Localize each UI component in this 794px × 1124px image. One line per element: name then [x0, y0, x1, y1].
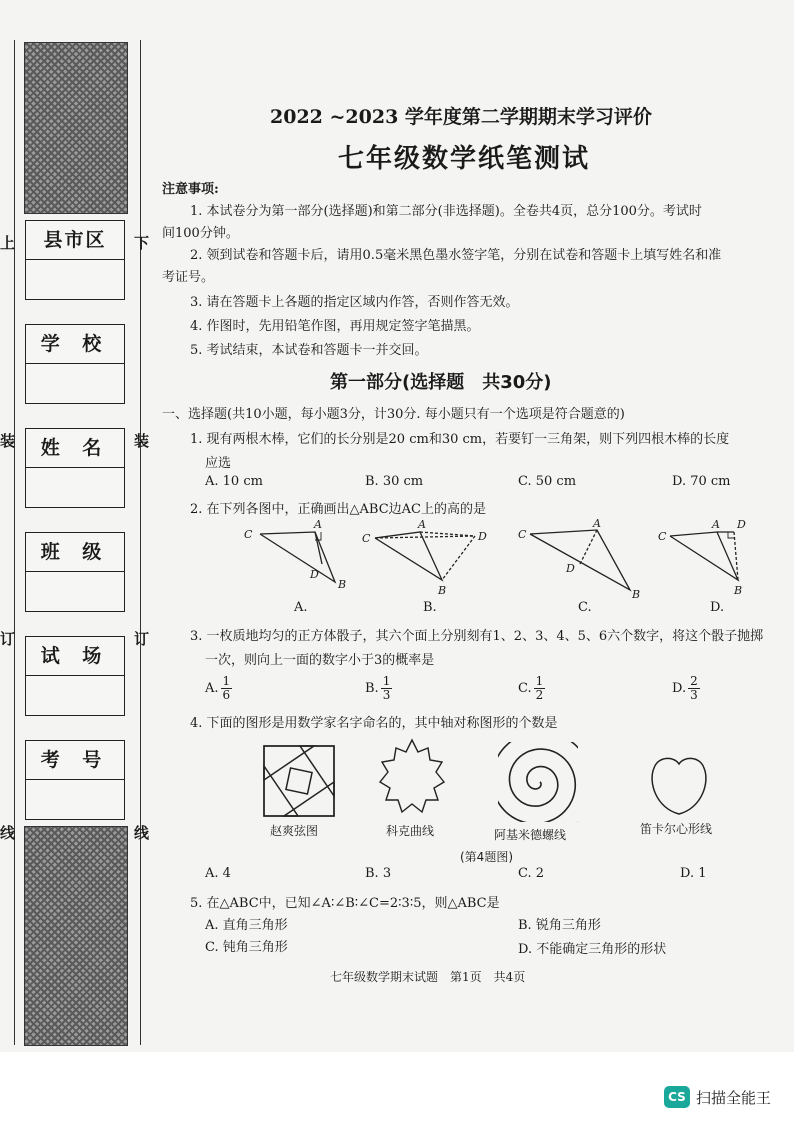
- scanner-watermark: [664, 1086, 771, 1108]
- q3-option-b: [365, 675, 392, 702]
- q3-option-d-numerator: 2: [690, 674, 698, 688]
- field-name: [25, 428, 125, 508]
- field-county: [25, 220, 125, 300]
- notice-line-2: 2. 领到试卷和答题卡后，请用0.5毫米黑色墨水签字笔，分别在试卷和答题卡上填写姓名和准: [190, 248, 722, 263]
- q2-option-b: B.: [423, 600, 437, 615]
- field-school: [25, 324, 125, 404]
- term-title: 2022 ~2023 学年度第二学期期末学习评价: [270, 106, 652, 128]
- camscanner-name: 扫描全能王: [696, 1088, 772, 1107]
- caption-koch: 科克曲线: [386, 824, 435, 838]
- side-char-xian-left: 线: [0, 824, 16, 842]
- archimedean-spiral: [498, 742, 578, 822]
- q2c-label-d: D: [566, 562, 575, 575]
- q3-option-c-numerator: 1: [535, 674, 544, 688]
- caption-zhao-shuang: 赵爽弦图: [270, 824, 319, 838]
- q2b-label-b: B: [438, 584, 447, 597]
- q1-option-d: D. 70 cm: [672, 474, 731, 489]
- q3-option-d-denominator: 3: [690, 688, 698, 702]
- q1-stem-line1: 1. 现有两根木棒，它们的长分别是20 cm和30 cm，若要钉一三角架，则下列四根木棒的长度: [190, 432, 730, 447]
- q2d-label-b: B: [734, 584, 743, 597]
- q2b-label-c: C: [362, 532, 371, 545]
- q5-option-c: C. 钝角三角形: [205, 940, 288, 955]
- q3-option-b-numerator: 1: [382, 674, 391, 688]
- notice-heading: 注意事项:: [162, 182, 219, 197]
- q2-figures: [230, 518, 760, 600]
- q3-option-b-fraction: [381, 675, 393, 702]
- q3-option-b-label: B.: [365, 681, 379, 696]
- q3-option-a-numerator: 1: [222, 674, 231, 688]
- q1-stem-line2: 应选: [205, 456, 232, 471]
- q3-option-d-label: D.: [672, 681, 687, 696]
- field-class-label: 班 级: [26, 533, 124, 572]
- camscanner-logo-icon: CS: [664, 1086, 690, 1108]
- q3-option-c-label: C.: [518, 681, 532, 696]
- side-char-zhuang-left: 装: [0, 432, 16, 450]
- q2a-label-d: D: [310, 568, 319, 581]
- q3-option-d: [672, 675, 700, 702]
- q2d-label-c: C: [658, 530, 667, 543]
- q2c-label-c: C: [518, 528, 527, 541]
- q3-stem-line2: 一次，则向上一面的数字小于3的概率是: [205, 653, 435, 668]
- binding-line-left: [14, 40, 15, 1045]
- q2-option-a: A.: [294, 600, 308, 615]
- q4-figure-caption: (第4题图): [460, 850, 513, 864]
- field-class: [25, 532, 125, 612]
- q2d-label-d: D: [737, 518, 746, 531]
- field-exam-number-label: 考 号: [26, 741, 124, 780]
- q2c-label-a: A: [593, 518, 601, 530]
- q3-option-c: [518, 675, 545, 702]
- side-char-ding-right: 订: [134, 630, 150, 648]
- page-footer: 七年级数学期末试题 第1页 共4页: [330, 970, 526, 984]
- q5-option-b: B. 锐角三角形: [518, 918, 601, 933]
- q2a-label-b: B: [338, 578, 347, 591]
- q2b-label-d: D: [478, 530, 487, 543]
- q2d-label-a: A: [712, 518, 720, 531]
- section-1-intro: 一、选择题(共10小题，每小题3分，计30分. 每小题只有一个选项是符合题意的): [162, 407, 625, 422]
- hatched-pattern-top: [24, 42, 128, 214]
- q3-option-a: [205, 675, 232, 702]
- binding-line-right: [140, 40, 141, 1045]
- q2a-label-a: A: [314, 518, 322, 531]
- field-exam-room: [25, 636, 125, 716]
- q3-option-b-denominator: 3: [382, 688, 391, 702]
- side-char-shang: 上: [0, 234, 16, 252]
- field-exam-number: [25, 740, 125, 820]
- hatched-pattern-bottom: [24, 826, 128, 1046]
- q4-option-b: B. 3: [365, 866, 392, 881]
- q1-option-c: C. 50 cm: [518, 474, 577, 489]
- field-name-label: 姓 名: [26, 429, 124, 468]
- q1-option-a: A. 10 cm: [205, 474, 263, 489]
- q3-option-c-denominator: 2: [535, 688, 544, 702]
- side-char-zhuang-right: 装: [134, 432, 150, 450]
- cardioid-curve: [644, 752, 714, 822]
- section-1-title: 第一部分(选择题 共30分): [330, 372, 552, 393]
- q2c-label-b: B: [632, 588, 641, 600]
- side-char-xia: 下: [134, 234, 150, 252]
- notice-line-5: 5. 考试结束，本试卷和答题卡一并交回。: [190, 343, 428, 358]
- q5-stem: 5. 在△ABC中，已知∠A∶∠B∶∠C=2∶3∶5，则△ABC是: [190, 896, 500, 911]
- notice-line-1: 1. 本试卷分为第一部分(选择题)和第二部分(非选择题)。全卷共4页，总分100分。考试时: [190, 204, 702, 219]
- q2a-label-c: C: [244, 528, 253, 541]
- zhao-shuang-diagram: [262, 744, 336, 818]
- side-char-ding-left: 订: [0, 630, 16, 648]
- q4-option-d: D. 1: [680, 866, 707, 881]
- side-char-xian-right: 线: [134, 824, 150, 842]
- q3-option-d-fraction: [688, 675, 700, 702]
- field-exam-room-label: 试 场: [26, 637, 124, 676]
- q4-option-a: A. 4: [205, 866, 231, 881]
- notice-line-1-cont: 间100分钟。: [162, 226, 239, 241]
- q4-option-c: C. 2: [518, 866, 545, 881]
- caption-descartes: 笛卡尔心形线: [640, 822, 713, 836]
- koch-curve: [376, 736, 448, 822]
- q2-option-c: C.: [578, 600, 592, 615]
- q2-option-d: D.: [710, 600, 725, 615]
- q2b-label-a: A: [418, 518, 426, 531]
- q3-option-a-label: A.: [205, 681, 219, 696]
- caption-archimedes: 阿基米德螺线: [494, 828, 567, 842]
- notice-line-3: 3. 请在答题卡上各题的指定区域内作答，否则作答无效。: [190, 295, 519, 310]
- q3-stem-line1: 3. 一枚质地均匀的正方体骰子，其六个面上分别刻有1、2、3、4、5、6六个数字，将这个骰子抛掷: [190, 629, 764, 644]
- notice-line-2-cont: 考证号。: [162, 270, 215, 285]
- q3-option-a-denominator: 6: [222, 688, 231, 702]
- field-school-label: 学 校: [26, 325, 124, 364]
- q3-option-c-fraction: [534, 675, 546, 702]
- notice-line-4: 4. 作图时，先用铅笔作图，再用规定签字笔描黑。: [190, 319, 480, 334]
- q3-option-a-fraction: [221, 675, 233, 702]
- q4-stem: 4. 下面的图形是用数学家名字命名的，其中轴对称图形的个数是: [190, 716, 558, 731]
- q2-stem: 2. 在下列各图中，正确画出△ABC边AC上的高的是: [190, 502, 486, 517]
- q1-option-b: B. 30 cm: [365, 474, 424, 489]
- exam-title: 七年级数学纸笔测试: [338, 144, 591, 174]
- q5-option-a: A. 直角三角形: [205, 918, 288, 933]
- q5-option-d: D. 不能确定三角形的形状: [518, 942, 667, 957]
- field-county-label: 县市区: [26, 221, 124, 260]
